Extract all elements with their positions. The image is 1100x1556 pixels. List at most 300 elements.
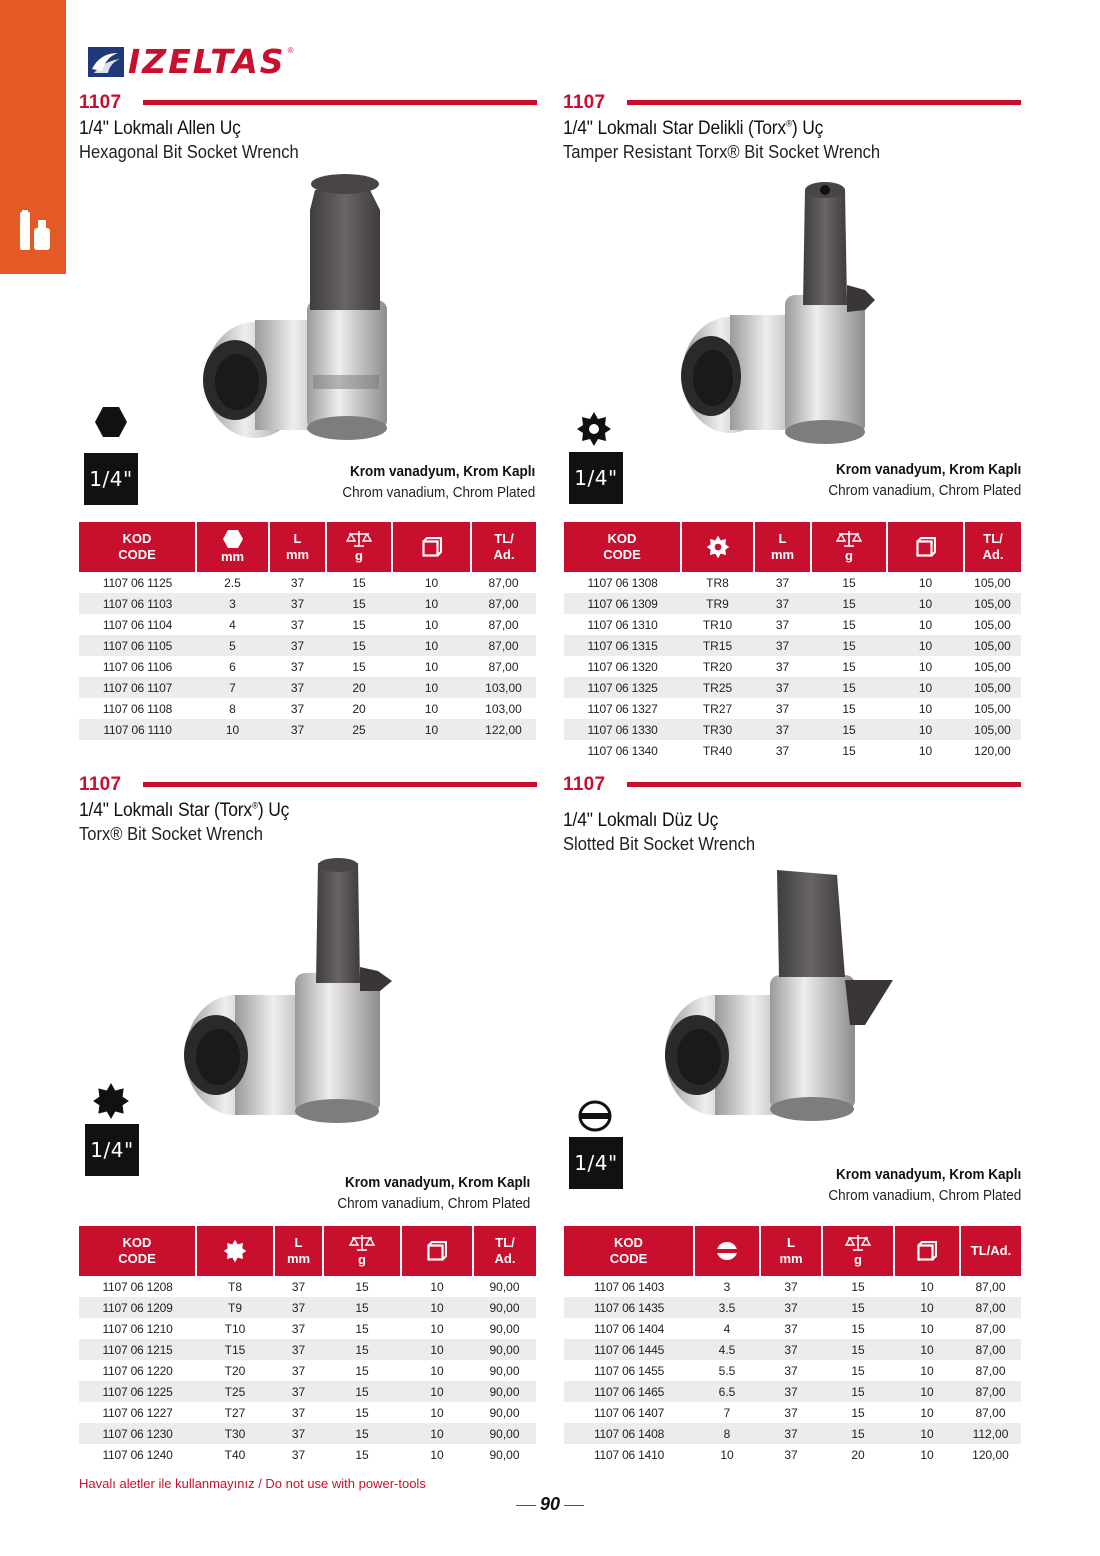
title-en: Slotted Bit Socket Wrench — [563, 834, 756, 854]
cell-box-qty: 10 — [401, 1381, 473, 1402]
footnote: Havalı aletler ile kullanmayınız / Do not use with power-tools — [79, 1476, 426, 1491]
cell-size: TR30 — [681, 719, 754, 740]
cell-size: 6.5 — [694, 1381, 760, 1402]
cell-size: TR40 — [681, 740, 754, 761]
cell-box-qty: 10 — [392, 635, 471, 656]
table-header-row — [79, 1226, 536, 1276]
section-allen — [79, 92, 537, 163]
brand-mark-icon — [88, 47, 124, 77]
title-en: Hexagonal Bit Socket Wrench — [79, 142, 299, 162]
cell-weight: 15 — [326, 593, 392, 614]
table-row — [564, 1360, 1021, 1381]
torx-bit-socket-image — [180, 855, 410, 1125]
section-rule — [143, 782, 537, 787]
cell-box-qty: 10 — [401, 1402, 473, 1423]
cell-length: 37 — [269, 593, 326, 614]
table-row — [564, 593, 1021, 614]
cell-weight: 15 — [811, 593, 887, 614]
cell-code: 1107 06 1308 — [564, 572, 681, 593]
cell-weight: 15 — [822, 1360, 894, 1381]
cell-code: 1107 06 1435 — [564, 1297, 694, 1318]
cell-size: 7 — [694, 1402, 760, 1423]
cell-length: 37 — [760, 1381, 822, 1402]
table-row — [564, 614, 1021, 635]
cell-code: 1107 06 1225 — [79, 1381, 196, 1402]
cell-weight: 15 — [323, 1444, 401, 1465]
cell-price: 87,00 — [471, 635, 536, 656]
hexagon-icon — [222, 529, 244, 549]
cell-size: TR27 — [681, 698, 754, 719]
cell-size: 3 — [694, 1276, 760, 1297]
scale-icon — [845, 1234, 871, 1252]
box-icon — [917, 1241, 937, 1261]
brand-name: IZELTAS — [128, 42, 286, 81]
cell-price: 90,00 — [473, 1276, 536, 1297]
cell-size: TR25 — [681, 677, 754, 698]
table-row — [79, 1318, 536, 1339]
cell-price: 112,00 — [960, 1423, 1021, 1444]
cell-box-qty: 10 — [894, 1444, 960, 1465]
col-box — [401, 1226, 473, 1276]
material-info — [342, 461, 535, 503]
cell-weight: 15 — [323, 1276, 401, 1297]
cell-price: 90,00 — [473, 1423, 536, 1444]
col-box — [887, 522, 964, 572]
cell-price: 90,00 — [473, 1360, 536, 1381]
col-length: L mm — [269, 522, 326, 572]
col-box — [392, 522, 471, 572]
table-row — [564, 1297, 1021, 1318]
cell-size: TR15 — [681, 635, 754, 656]
cell-box-qty: 10 — [392, 614, 471, 635]
cell-code: 1107 06 1104 — [79, 614, 196, 635]
material-en: Chrom vanadium, Chrom Plated — [828, 482, 1021, 499]
cell-price: 87,00 — [960, 1360, 1021, 1381]
cell-price: 90,00 — [473, 1297, 536, 1318]
table-row — [79, 1339, 536, 1360]
cell-price: 105,00 — [964, 635, 1021, 656]
cell-size: 10 — [694, 1444, 760, 1465]
spec-table-slotted — [564, 1226, 1021, 1465]
col-box — [894, 1226, 960, 1276]
cell-code: 1107 06 1455 — [564, 1360, 694, 1381]
cell-length: 37 — [754, 614, 811, 635]
cell-price: 105,00 — [964, 677, 1021, 698]
cell-length: 37 — [760, 1360, 822, 1381]
cell-box-qty: 10 — [894, 1381, 960, 1402]
box-icon — [916, 537, 936, 557]
cell-length: 37 — [754, 572, 811, 593]
cell-box-qty: 10 — [894, 1360, 960, 1381]
material-en: Chrom vanadium, Chrom Plated — [828, 1187, 1021, 1204]
torx-tamper-icon — [576, 411, 612, 447]
table-row — [79, 656, 536, 677]
col-length: L mm — [760, 1226, 822, 1276]
table-body — [79, 1276, 536, 1465]
cell-box-qty: 10 — [894, 1402, 960, 1423]
cell-weight: 15 — [811, 740, 887, 761]
cell-box-qty: 10 — [887, 635, 964, 656]
table-row — [79, 614, 536, 635]
cell-size: 3.5 — [694, 1297, 760, 1318]
cell-size: 5.5 — [694, 1360, 760, 1381]
cell-box-qty: 10 — [401, 1339, 473, 1360]
cell-weight: 15 — [326, 614, 392, 635]
col-length: L mm — [274, 1226, 323, 1276]
cell-weight: 15 — [326, 656, 392, 677]
table-body — [564, 572, 1021, 761]
cell-code: 1107 06 1310 — [564, 614, 681, 635]
cell-length: 37 — [754, 593, 811, 614]
cell-code: 1107 06 1208 — [79, 1276, 196, 1297]
cell-length: 37 — [269, 677, 326, 698]
table-row — [564, 656, 1021, 677]
col-size — [196, 1226, 274, 1276]
cell-code: 1107 06 1220 — [79, 1360, 196, 1381]
cell-code: 1107 06 1309 — [564, 593, 681, 614]
cell-length: 37 — [760, 1402, 822, 1423]
cell-weight: 15 — [811, 572, 887, 593]
cell-size: 3 — [196, 593, 269, 614]
cell-weight: 15 — [811, 656, 887, 677]
cell-box-qty: 10 — [401, 1360, 473, 1381]
cell-weight: 15 — [326, 635, 392, 656]
cell-size: T30 — [196, 1423, 274, 1444]
cell-length: 37 — [274, 1297, 323, 1318]
scale-icon — [349, 1234, 375, 1252]
table-row — [79, 1297, 536, 1318]
title-tr: 1/4" Lokmalı Allen Uç — [79, 118, 241, 139]
cell-size: 10 — [196, 719, 269, 740]
cell-price: 105,00 — [964, 656, 1021, 677]
cell-length: 37 — [760, 1318, 822, 1339]
material-tr: Krom vanadyum, Krom Kaplı — [835, 461, 1021, 478]
cell-size: 6 — [196, 656, 269, 677]
cell-code: 1107 06 1108 — [79, 698, 196, 719]
material-tr: Krom vanadyum, Krom Kaplı — [349, 463, 535, 480]
torx-star-icon — [223, 1239, 247, 1263]
section-number: 1107 — [563, 774, 606, 795]
cell-length: 37 — [274, 1360, 323, 1381]
cell-code: 1107 06 1445 — [564, 1339, 694, 1360]
socket-tools-icon — [19, 210, 51, 252]
cell-length: 37 — [760, 1339, 822, 1360]
col-weight: g — [822, 1226, 894, 1276]
cell-code: 1107 06 1315 — [564, 635, 681, 656]
material-tr: Krom vanadyum, Krom Kaplı — [344, 1174, 530, 1191]
cell-price: 87,00 — [960, 1381, 1021, 1402]
box-icon — [427, 1241, 447, 1261]
col-size: mm — [196, 522, 269, 572]
size-badge: 1/4" — [569, 1137, 623, 1189]
cell-price: 105,00 — [964, 572, 1021, 593]
table-row — [564, 1402, 1021, 1423]
cell-weight: 15 — [822, 1381, 894, 1402]
material-en: Chrom vanadium, Chrom Plated — [337, 1195, 530, 1212]
cell-code: 1107 06 1340 — [564, 740, 681, 761]
table-row — [564, 677, 1021, 698]
page-number: 90 — [0, 1494, 1100, 1515]
cell-weight: 15 — [822, 1423, 894, 1444]
cell-box-qty: 10 — [401, 1276, 473, 1297]
cell-code: 1107 06 1125 — [79, 572, 196, 593]
table-row — [79, 593, 536, 614]
cell-size: TR10 — [681, 614, 754, 635]
cell-price: 87,00 — [960, 1318, 1021, 1339]
cell-weight: 15 — [822, 1402, 894, 1423]
cell-code: 1107 06 1327 — [564, 698, 681, 719]
size-badge: 1/4" — [569, 452, 623, 504]
section-rule — [143, 100, 537, 105]
cell-box-qty: 10 — [401, 1444, 473, 1465]
cell-code: 1107 06 1408 — [564, 1423, 694, 1444]
cell-weight: 25 — [326, 719, 392, 740]
cell-box-qty: 10 — [887, 698, 964, 719]
material-info — [828, 1164, 1021, 1206]
cell-price: 90,00 — [473, 1402, 536, 1423]
cell-size: T25 — [196, 1381, 274, 1402]
title-tr: 1/4" Lokmalı Star (Torx®) Uç — [79, 800, 290, 821]
cell-box-qty: 10 — [392, 593, 471, 614]
table-header-row — [564, 1226, 1021, 1276]
cell-price: 87,00 — [471, 614, 536, 635]
cell-code: 1107 06 1403 — [564, 1276, 694, 1297]
cell-weight: 15 — [811, 698, 887, 719]
cell-code: 1107 06 1215 — [79, 1339, 196, 1360]
cell-code: 1107 06 1103 — [79, 593, 196, 614]
cell-size: T9 — [196, 1297, 274, 1318]
cell-code: 1107 06 1410 — [564, 1444, 694, 1465]
cell-length: 37 — [274, 1276, 323, 1297]
table-row — [564, 1276, 1021, 1297]
cell-price: 122,00 — [471, 719, 536, 740]
cell-code: 1107 06 1407 — [564, 1402, 694, 1423]
cell-price: 87,00 — [471, 572, 536, 593]
cell-weight: 15 — [323, 1318, 401, 1339]
torx-star-icon — [92, 1082, 130, 1120]
cell-box-qty: 10 — [401, 1423, 473, 1444]
cell-price: 105,00 — [964, 614, 1021, 635]
cell-code: 1107 06 1209 — [79, 1297, 196, 1318]
cell-price: 90,00 — [473, 1339, 536, 1360]
cell-size: T8 — [196, 1276, 274, 1297]
spec-table-torx — [79, 1226, 536, 1465]
cell-box-qty: 10 — [392, 677, 471, 698]
cell-length: 37 — [274, 1381, 323, 1402]
table-row — [79, 572, 536, 593]
table-body — [564, 1276, 1021, 1465]
section-rule — [627, 782, 1021, 787]
cell-length: 37 — [274, 1444, 323, 1465]
table-row — [79, 1381, 536, 1402]
cell-code: 1107 06 1404 — [564, 1318, 694, 1339]
cell-length: 37 — [760, 1276, 822, 1297]
col-size — [681, 522, 754, 572]
cell-code: 1107 06 1330 — [564, 719, 681, 740]
table-row — [564, 635, 1021, 656]
cell-size: 5 — [196, 635, 269, 656]
cell-price: 103,00 — [471, 698, 536, 719]
cell-size: 8 — [196, 698, 269, 719]
title-tr: 1/4" Lokmalı Düz Uç — [563, 810, 719, 831]
cell-price: 90,00 — [473, 1318, 536, 1339]
cell-code: 1107 06 1210 — [79, 1318, 196, 1339]
cell-weight: 15 — [811, 719, 887, 740]
allen-bit-socket-image — [195, 170, 425, 440]
material-tr: Krom vanadyum, Krom Kaplı — [835, 1166, 1021, 1183]
cell-length: 37 — [760, 1444, 822, 1465]
cell-price: 90,00 — [473, 1381, 536, 1402]
cell-weight: 15 — [811, 677, 887, 698]
cell-code: 1107 06 1465 — [564, 1381, 694, 1402]
cell-size: T15 — [196, 1339, 274, 1360]
section-number: 1107 — [563, 92, 606, 113]
table-row — [564, 698, 1021, 719]
cell-box-qty: 10 — [392, 719, 471, 740]
cell-weight: 15 — [822, 1318, 894, 1339]
size-badge: 1/4" — [84, 453, 138, 505]
cell-box-qty: 10 — [887, 719, 964, 740]
scale-icon — [346, 530, 372, 548]
cell-length: 37 — [269, 719, 326, 740]
cell-weight: 15 — [323, 1423, 401, 1444]
cell-length: 37 — [274, 1423, 323, 1444]
cell-weight: 15 — [323, 1360, 401, 1381]
cell-price: 87,00 — [960, 1276, 1021, 1297]
table-row — [79, 635, 536, 656]
cell-box-qty: 10 — [401, 1297, 473, 1318]
table-row — [564, 740, 1021, 761]
table-row — [564, 1423, 1021, 1444]
cell-weight: 20 — [326, 677, 392, 698]
hexagon-icon — [94, 405, 128, 439]
spec-table-torx-tamper — [564, 522, 1021, 761]
cell-box-qty: 10 — [887, 593, 964, 614]
table-row — [79, 1276, 536, 1297]
section-torx — [79, 774, 537, 845]
cell-code: 1107 06 1320 — [564, 656, 681, 677]
cell-box-qty: 10 — [887, 656, 964, 677]
cell-price: 120,00 — [964, 740, 1021, 761]
cell-length: 37 — [269, 572, 326, 593]
table-row — [79, 1360, 536, 1381]
cell-size: 4.5 — [694, 1339, 760, 1360]
table-row — [564, 1318, 1021, 1339]
cell-code: 1107 06 1106 — [79, 656, 196, 677]
cell-size: T20 — [196, 1360, 274, 1381]
cell-box-qty: 10 — [887, 677, 964, 698]
cell-code: 1107 06 1240 — [79, 1444, 196, 1465]
cell-price: 87,00 — [471, 656, 536, 677]
table-row — [79, 1444, 536, 1465]
cell-weight: 15 — [811, 614, 887, 635]
cell-length: 37 — [274, 1402, 323, 1423]
col-length: L mm — [754, 522, 811, 572]
col-weight: g — [323, 1226, 401, 1276]
cell-weight: 20 — [326, 698, 392, 719]
table-row — [564, 1381, 1021, 1402]
table-row — [79, 1423, 536, 1444]
col-price: TL/ Ad. — [471, 522, 536, 572]
brand-registered: ® — [287, 46, 294, 55]
cell-code: 1107 06 1325 — [564, 677, 681, 698]
cell-code: 1107 06 1230 — [79, 1423, 196, 1444]
cell-box-qty: 10 — [401, 1318, 473, 1339]
brand-logo — [88, 42, 294, 81]
material-info — [337, 1172, 530, 1214]
slotted-bit-socket-image — [655, 865, 905, 1135]
col-price: TL/Ad. — [960, 1226, 1021, 1276]
cell-price: 87,00 — [471, 593, 536, 614]
cell-code: 1107 06 1110 — [79, 719, 196, 740]
cell-weight: 15 — [323, 1381, 401, 1402]
table-row — [564, 719, 1021, 740]
cell-box-qty: 10 — [894, 1339, 960, 1360]
cell-size: T27 — [196, 1402, 274, 1423]
cell-price: 87,00 — [960, 1339, 1021, 1360]
cell-length: 37 — [269, 656, 326, 677]
table-header-row — [564, 522, 1021, 572]
section-rule — [627, 100, 1021, 105]
cell-box-qty: 10 — [392, 656, 471, 677]
cell-price: 105,00 — [964, 698, 1021, 719]
slotted-icon — [716, 1241, 738, 1261]
cell-box-qty: 10 — [894, 1318, 960, 1339]
cell-weight: 15 — [323, 1297, 401, 1318]
cell-weight: 15 — [323, 1339, 401, 1360]
cell-box-qty: 10 — [887, 740, 964, 761]
cell-price: 120,00 — [960, 1444, 1021, 1465]
cell-price: 103,00 — [471, 677, 536, 698]
cell-length: 37 — [754, 740, 811, 761]
cell-size: TR8 — [681, 572, 754, 593]
col-price: TL/ Ad. — [473, 1226, 536, 1276]
cell-box-qty: 10 — [887, 572, 964, 593]
cell-weight: 15 — [811, 635, 887, 656]
col-price: TL/ Ad. — [964, 522, 1021, 572]
cell-price: 105,00 — [964, 593, 1021, 614]
cell-length: 37 — [754, 719, 811, 740]
cell-weight: 15 — [822, 1297, 894, 1318]
cell-code: 1107 06 1107 — [79, 677, 196, 698]
cell-weight: 15 — [822, 1339, 894, 1360]
col-code: KOD CODE — [79, 1226, 196, 1276]
table-row — [564, 1444, 1021, 1465]
cell-code: 1107 06 1227 — [79, 1402, 196, 1423]
cell-weight: 15 — [326, 572, 392, 593]
cell-length: 37 — [754, 656, 811, 677]
cell-length: 37 — [274, 1318, 323, 1339]
col-weight: g — [811, 522, 887, 572]
cell-length: 37 — [269, 614, 326, 635]
cell-length: 37 — [269, 698, 326, 719]
cell-length: 37 — [754, 698, 811, 719]
cell-length: 37 — [754, 677, 811, 698]
section-number: 1107 — [79, 92, 122, 113]
material-info — [828, 459, 1021, 501]
cell-size: T40 — [196, 1444, 274, 1465]
cell-size: 8 — [694, 1423, 760, 1444]
section-torx-tamper — [563, 92, 1021, 163]
table-row — [79, 698, 536, 719]
cell-price: 105,00 — [964, 719, 1021, 740]
cell-box-qty: 10 — [392, 572, 471, 593]
cell-size: T10 — [196, 1318, 274, 1339]
table-row — [79, 677, 536, 698]
title-tr: 1/4" Lokmalı Star Delikli (Torx®) Uç — [563, 118, 824, 139]
cell-length: 37 — [760, 1297, 822, 1318]
col-code: KOD CODE — [564, 1226, 694, 1276]
